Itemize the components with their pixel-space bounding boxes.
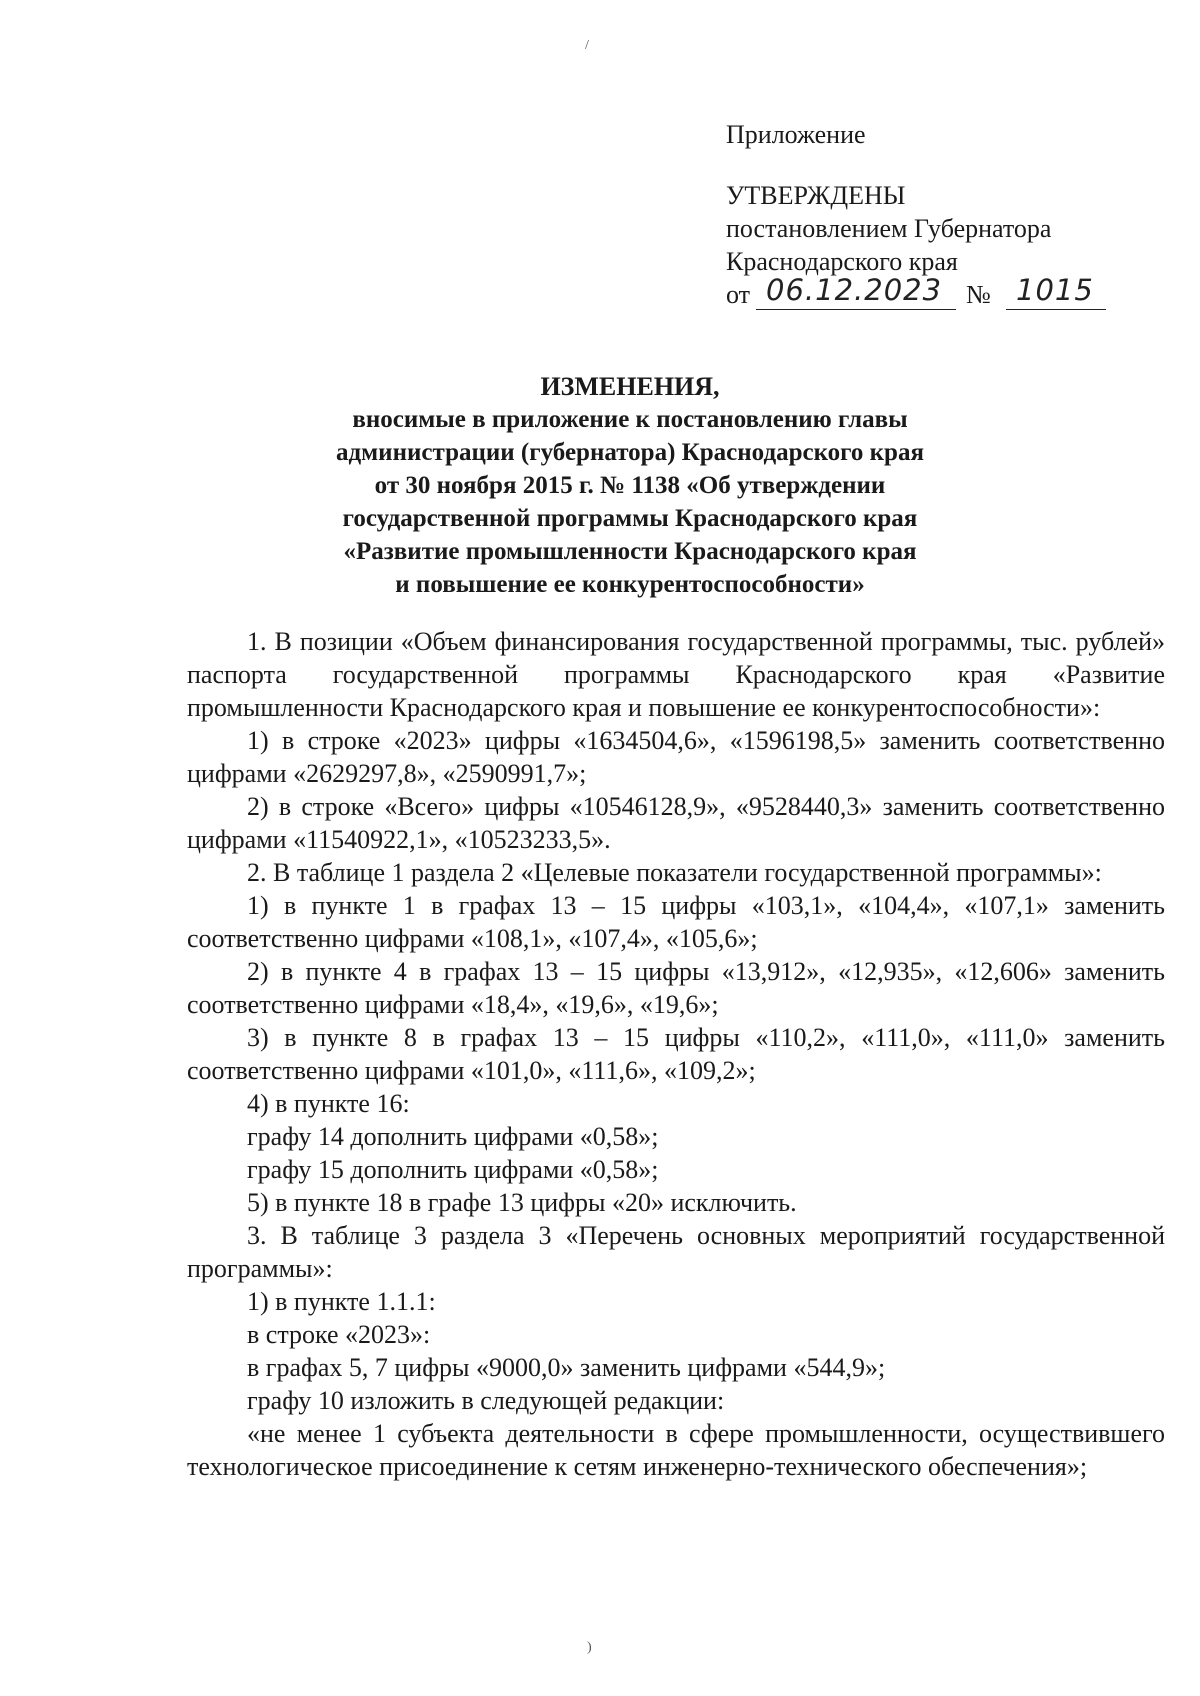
number-label: № [966, 280, 991, 309]
title-line: и повышение ее конкурентоспособности» [395, 571, 865, 598]
scan-speck: ) [587, 1640, 592, 1655]
paragraph-subitem: 1) в строке «2023» цифры «1634504,6», «1596198,5» заменить соответственно цифрами «2629297,8», «2590991,7»; [187, 726, 1165, 788]
paragraph-subitem: графу 15 дополнить цифрами «0,58»; [247, 1155, 659, 1184]
approved-label: УТВЕРЖДЕНЫ [726, 181, 906, 210]
scan-speck: / [585, 38, 589, 53]
approved-by-region: Краснодарского края [726, 247, 958, 276]
paragraph-subitem: в строке «2023»: [247, 1320, 431, 1349]
paragraph-subitem: 2) в строке «Всего» цифры «10546128,9», «9528440,3» заменить соответственно цифрами «11540922,1», «10523233,5». [187, 792, 1165, 854]
appendix-label: Приложение [726, 120, 866, 149]
paragraph-item-1: 1. В позиции «Объем финансирования государственной программы, тыс. рублей» паспорта государственной программы Краснодарского края «Развитие промышленности Краснодарского края и повышение ее конкурентоспособности»: [187, 627, 1165, 722]
paragraph-subitem: графу 10 изложить в следующей редакции: [247, 1386, 725, 1415]
decree-date-number-row [726, 273, 1094, 314]
paragraph-subitem: 4) в пункте 16: [247, 1089, 410, 1118]
paragraph-subitem: 5) в пункте 18 в графе 13 цифры «20» исключить. [247, 1188, 797, 1217]
title-line: от 30 ноября 2015 г. № 1138 «Об утверждении [374, 472, 886, 499]
paragraph-item-2: 2. В таблице 1 раздела 2 «Целевые показатели государственной программы»: [247, 858, 1102, 887]
paragraph-quote: «не менее 1 субъекта деятельности в сфере промышленности, осуществившего технологическое присоединение к сетям инженерно-технического обеспечения»; [187, 1419, 1165, 1481]
approval-block [726, 118, 1094, 314]
title-line: вносимые в приложение к постановлению главы [352, 406, 908, 433]
paragraph-subitem: 3) в пункте 8 в графах 13 – 15 цифры «110,2», «111,0», «111,0» заменить соответственно цифрами «101,0», «111,6», «109,2»; [187, 1023, 1165, 1085]
from-prefix: от [726, 280, 751, 309]
paragraph-subitem: графу 14 дополнить цифрами «0,58»; [247, 1122, 659, 1151]
paragraph-subitem: 1) в пункте 1 в графах 13 – 15 цифры «103,1», «104,4», «107,1» заменить соответственно цифрами «108,1», «107,4», «105,6»; [187, 891, 1165, 953]
paragraph-subitem: в графах 5, 7 цифры «9000,0» заменить цифрами «544,9»; [247, 1353, 886, 1382]
handwritten-date: 06.12.2023 [766, 273, 943, 307]
title-main: ИЗМЕНЕНИЯ, [540, 372, 720, 401]
date-underline [756, 309, 956, 310]
paragraph-subitem: 2) в пункте 4 в графах 13 – 15 цифры «13,912», «12,935», «12,606» заменить соответственно цифрами «18,4», «19,6», «19,6»; [187, 957, 1165, 1019]
paragraph-item-3: 3. В таблице 3 раздела 3 «Перечень основных мероприятий государственной программы»: [187, 1221, 1165, 1283]
document-title [180, 370, 1080, 601]
paragraph-subitem: 1) в пункте 1.1.1: [247, 1287, 436, 1316]
title-line: администрации (губернатора) Краснодарского края [336, 439, 924, 466]
number-underline [1006, 309, 1106, 310]
approved-by-line: постановлением Губернатора [726, 214, 1052, 243]
handwritten-number: 1015 [1016, 273, 1094, 307]
title-line: «Развитие промышленности Краснодарского края [343, 538, 917, 565]
title-line: государственной программы Краснодарского края [342, 505, 918, 532]
document-body [187, 625, 1165, 1483]
